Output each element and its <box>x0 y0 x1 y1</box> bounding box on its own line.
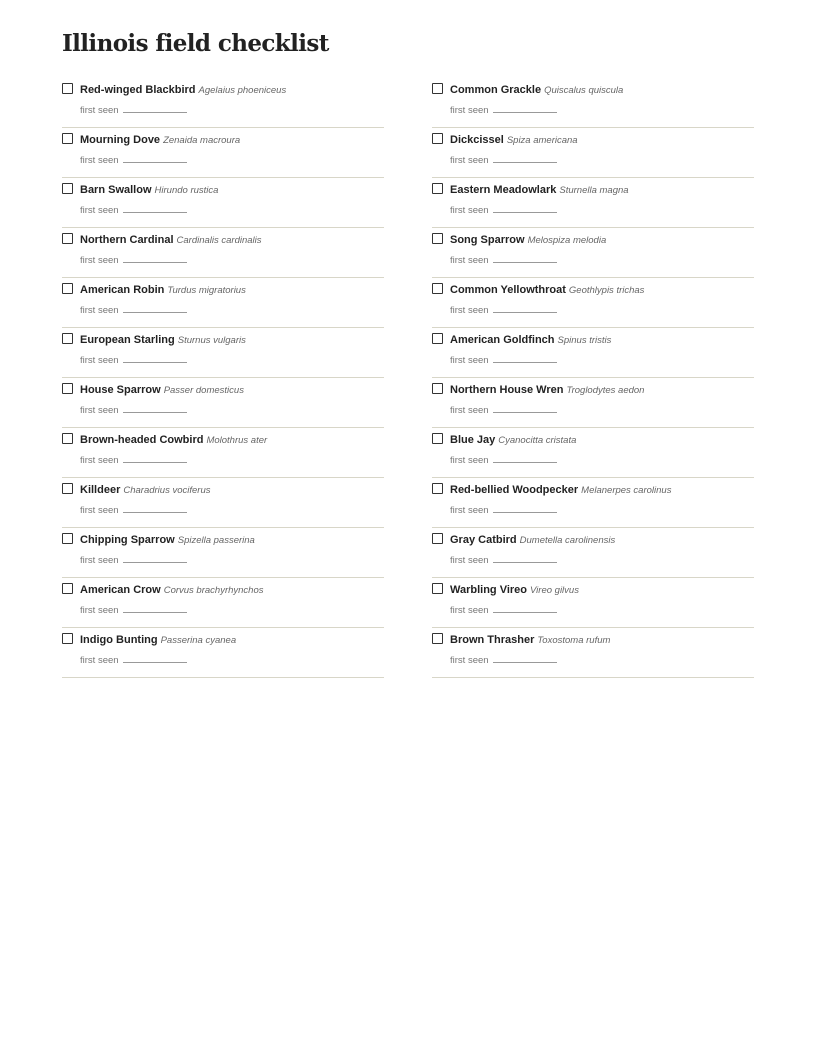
first-seen-label: first seen <box>80 655 119 666</box>
species-name-line <box>80 82 286 98</box>
first-seen-date-field[interactable] <box>493 254 557 263</box>
checklist-item <box>62 328 384 378</box>
first-seen-line <box>450 403 557 417</box>
checkbox[interactable] <box>62 533 73 544</box>
checklist-item <box>62 528 384 578</box>
scientific-name: Dumetella carolinensis <box>519 535 616 546</box>
scientific-name: Quiscalus quiscula <box>544 85 624 96</box>
first-seen-line <box>80 403 187 417</box>
checkbox[interactable] <box>432 333 443 344</box>
scientific-name: Spizella passerina <box>177 535 255 546</box>
species-name-line <box>450 432 576 448</box>
species-name-line <box>450 582 579 598</box>
first-seen-line <box>450 103 557 117</box>
scientific-name: Melospiza melodia <box>527 235 607 246</box>
first-seen-label: first seen <box>450 205 489 216</box>
checklist-item <box>62 128 384 178</box>
common-name: Red-winged Blackbird <box>80 84 196 96</box>
first-seen-date-field[interactable] <box>493 104 557 113</box>
first-seen-label: first seen <box>80 555 119 566</box>
first-seen-line <box>80 153 187 167</box>
species-name-line <box>80 632 236 648</box>
first-seen-label: first seen <box>80 605 119 616</box>
checkbox[interactable] <box>432 583 443 594</box>
first-seen-date-field[interactable] <box>493 604 557 613</box>
first-seen-label: first seen <box>80 505 119 516</box>
common-name: European Starling <box>80 334 175 346</box>
scientific-name: Charadrius vociferus <box>123 485 211 496</box>
species-name-line <box>450 382 644 398</box>
first-seen-date-field[interactable] <box>123 504 187 513</box>
scientific-name: Spiza americana <box>506 135 578 146</box>
first-seen-line <box>450 303 557 317</box>
checkbox[interactable] <box>432 633 443 644</box>
first-seen-date-field[interactable] <box>493 504 557 513</box>
checkbox[interactable] <box>62 233 73 244</box>
first-seen-date-field[interactable] <box>123 454 187 463</box>
checkbox[interactable] <box>432 183 443 194</box>
scientific-name: Troglodytes aedon <box>566 385 645 396</box>
species-name-line <box>80 132 240 148</box>
common-name: Northern House Wren <box>450 384 564 396</box>
checkbox[interactable] <box>62 83 73 94</box>
first-seen-label: first seen <box>450 305 489 316</box>
checklist-item <box>432 278 754 328</box>
common-name: Chipping Sparrow <box>80 534 175 546</box>
first-seen-date-field[interactable] <box>123 104 187 113</box>
common-name: Eastern Meadowlark <box>450 184 557 196</box>
scientific-name: Vireo gilvus <box>530 585 579 596</box>
first-seen-label: first seen <box>80 305 119 316</box>
first-seen-line <box>80 503 187 517</box>
checklist-item <box>62 78 384 128</box>
common-name: Red-bellied Woodpecker <box>450 484 579 496</box>
scientific-name: Zenaida macroura <box>163 135 241 146</box>
checkbox[interactable] <box>432 533 443 544</box>
checklist-item <box>432 628 754 678</box>
checklist-item <box>432 528 754 578</box>
first-seen-line <box>450 453 557 467</box>
first-seen-label: first seen <box>80 155 119 166</box>
checkbox[interactable] <box>432 433 443 444</box>
species-name-line <box>80 182 218 198</box>
checklist-item <box>432 378 754 428</box>
first-seen-line <box>450 653 557 667</box>
first-seen-line <box>80 353 187 367</box>
first-seen-label: first seen <box>80 205 119 216</box>
first-seen-line <box>450 353 557 367</box>
species-name-line <box>450 632 610 648</box>
first-seen-label: first seen <box>450 605 489 616</box>
checkbox[interactable] <box>432 483 443 494</box>
checkbox[interactable] <box>432 283 443 294</box>
species-name-line <box>450 482 671 498</box>
first-seen-label: first seen <box>80 405 119 416</box>
scientific-name: Hirundo rustica <box>154 185 219 196</box>
first-seen-label: first seen <box>450 505 489 516</box>
checklist-item <box>62 428 384 478</box>
first-seen-label: first seen <box>450 155 489 166</box>
scientific-name: Sturnus vulgaris <box>177 335 246 346</box>
checkbox[interactable] <box>432 383 443 394</box>
checklist-item <box>432 128 754 178</box>
first-seen-date-field[interactable] <box>123 154 187 163</box>
common-name: House Sparrow <box>80 384 161 396</box>
species-name-line <box>80 582 264 598</box>
checklist-item <box>62 578 384 628</box>
species-name-line <box>80 382 244 398</box>
first-seen-line <box>80 303 187 317</box>
common-name: Northern Cardinal <box>80 234 174 246</box>
checkbox[interactable] <box>432 133 443 144</box>
species-name-line <box>80 232 262 248</box>
first-seen-line <box>450 203 557 217</box>
species-name-line <box>450 532 615 548</box>
checkbox[interactable] <box>432 233 443 244</box>
common-name: American Robin <box>80 284 165 296</box>
first-seen-line <box>80 453 187 467</box>
first-seen-label: first seen <box>80 355 119 366</box>
first-seen-date-field[interactable] <box>123 654 187 663</box>
first-seen-label: first seen <box>80 455 119 466</box>
checkbox[interactable] <box>62 333 73 344</box>
checkbox[interactable] <box>62 633 73 644</box>
checklist-item <box>62 478 384 528</box>
first-seen-line <box>80 103 187 117</box>
page-title: Illinois field checklist <box>62 30 329 57</box>
common-name: Killdeer <box>80 484 121 496</box>
first-seen-line <box>80 653 187 667</box>
species-name-line <box>450 232 606 248</box>
first-seen-label: first seen <box>450 255 489 266</box>
scientific-name: Melanerpes carolinus <box>581 485 672 496</box>
species-name-line <box>80 282 246 298</box>
first-seen-line <box>450 153 557 167</box>
first-seen-label: first seen <box>450 355 489 366</box>
scientific-name: Cyanocitta cristata <box>498 435 577 446</box>
common-name: Barn Swallow <box>80 184 152 196</box>
first-seen-line <box>80 253 187 267</box>
first-seen-date-field[interactable] <box>493 204 557 213</box>
first-seen-date-field[interactable] <box>493 154 557 163</box>
first-seen-line <box>80 203 187 217</box>
species-name-line <box>450 332 611 348</box>
scientific-name: Corvus brachyrhynchos <box>163 585 264 596</box>
checkbox[interactable] <box>62 183 73 194</box>
checkbox[interactable] <box>62 133 73 144</box>
species-name-line <box>80 432 267 448</box>
first-seen-label: first seen <box>450 655 489 666</box>
checkbox[interactable] <box>62 583 73 594</box>
scientific-name: Molothrus ater <box>206 435 268 446</box>
first-seen-label: first seen <box>450 455 489 466</box>
first-seen-label: first seen <box>80 255 119 266</box>
common-name: Dickcissel <box>450 134 504 146</box>
checkbox[interactable] <box>62 483 73 494</box>
scientific-name: Passerina cyanea <box>160 635 237 646</box>
first-seen-date-field[interactable] <box>123 354 187 363</box>
checklist-item <box>432 78 754 128</box>
first-seen-label: first seen <box>450 405 489 416</box>
first-seen-line <box>450 253 557 267</box>
checklist-item <box>432 228 754 278</box>
scientific-name: Spinus tristis <box>557 335 612 346</box>
checklist-item <box>432 578 754 628</box>
checkbox[interactable] <box>62 383 73 394</box>
scientific-name: Passer domesticus <box>163 385 244 396</box>
common-name: Brown-headed Cowbird <box>80 434 204 446</box>
species-name-line <box>80 532 255 548</box>
first-seen-line <box>80 603 187 617</box>
species-name-line <box>450 182 629 198</box>
species-name-line <box>450 82 623 98</box>
checkbox[interactable] <box>62 433 73 444</box>
species-name-line <box>80 332 246 348</box>
common-name: Mourning Dove <box>80 134 161 146</box>
species-name-line <box>450 132 578 148</box>
scientific-name: Geothlypis trichas <box>568 285 645 296</box>
first-seen-date-field[interactable] <box>493 404 557 413</box>
checklist-item <box>62 278 384 328</box>
common-name: Brown Thrasher <box>450 634 535 646</box>
checklist-column-left <box>62 78 384 678</box>
checklist-item <box>62 628 384 678</box>
first-seen-date-field[interactable] <box>123 604 187 613</box>
first-seen-date-field[interactable] <box>493 354 557 363</box>
common-name: Common Yellowthroat <box>450 284 566 296</box>
common-name: American Crow <box>80 584 161 596</box>
first-seen-line <box>450 603 557 617</box>
first-seen-date-field[interactable] <box>123 554 187 563</box>
checklist-item <box>432 178 754 228</box>
common-name: Warbling Vireo <box>450 584 528 596</box>
scientific-name: Sturnella magna <box>559 185 629 196</box>
first-seen-line <box>450 553 557 567</box>
checklist-item <box>62 228 384 278</box>
first-seen-date-field[interactable] <box>493 454 557 463</box>
scientific-name: Turdus migratorius <box>167 285 246 296</box>
first-seen-line <box>450 503 557 517</box>
checklist-item <box>432 328 754 378</box>
checkbox[interactable] <box>432 83 443 94</box>
first-seen-date-field[interactable] <box>123 304 187 313</box>
first-seen-date-field[interactable] <box>123 204 187 213</box>
common-name: Common Grackle <box>450 84 542 96</box>
checklist-item <box>432 478 754 528</box>
first-seen-label: first seen <box>80 105 119 116</box>
first-seen-date-field[interactable] <box>493 304 557 313</box>
first-seen-date-field[interactable] <box>493 654 557 663</box>
species-name-line <box>450 282 644 298</box>
first-seen-date-field[interactable] <box>123 254 187 263</box>
common-name: Indigo Bunting <box>80 634 158 646</box>
first-seen-date-field[interactable] <box>123 404 187 413</box>
checklist-column-right <box>432 78 754 678</box>
first-seen-date-field[interactable] <box>493 554 557 563</box>
first-seen-line <box>80 553 187 567</box>
species-name-line <box>80 482 210 498</box>
scientific-name: Toxostoma rufum <box>537 635 611 646</box>
common-name: American Goldfinch <box>450 334 555 346</box>
checklist-item <box>62 178 384 228</box>
checkbox[interactable] <box>62 283 73 294</box>
first-seen-label: first seen <box>450 105 489 116</box>
common-name: Blue Jay <box>450 434 496 446</box>
common-name: Song Sparrow <box>450 234 525 246</box>
first-seen-label: first seen <box>450 555 489 566</box>
checklist-item <box>62 378 384 428</box>
checklist-item <box>432 428 754 478</box>
scientific-name: Cardinalis cardinalis <box>176 235 262 246</box>
common-name: Gray Catbird <box>450 534 517 546</box>
scientific-name: Agelaius phoeniceus <box>198 85 287 96</box>
